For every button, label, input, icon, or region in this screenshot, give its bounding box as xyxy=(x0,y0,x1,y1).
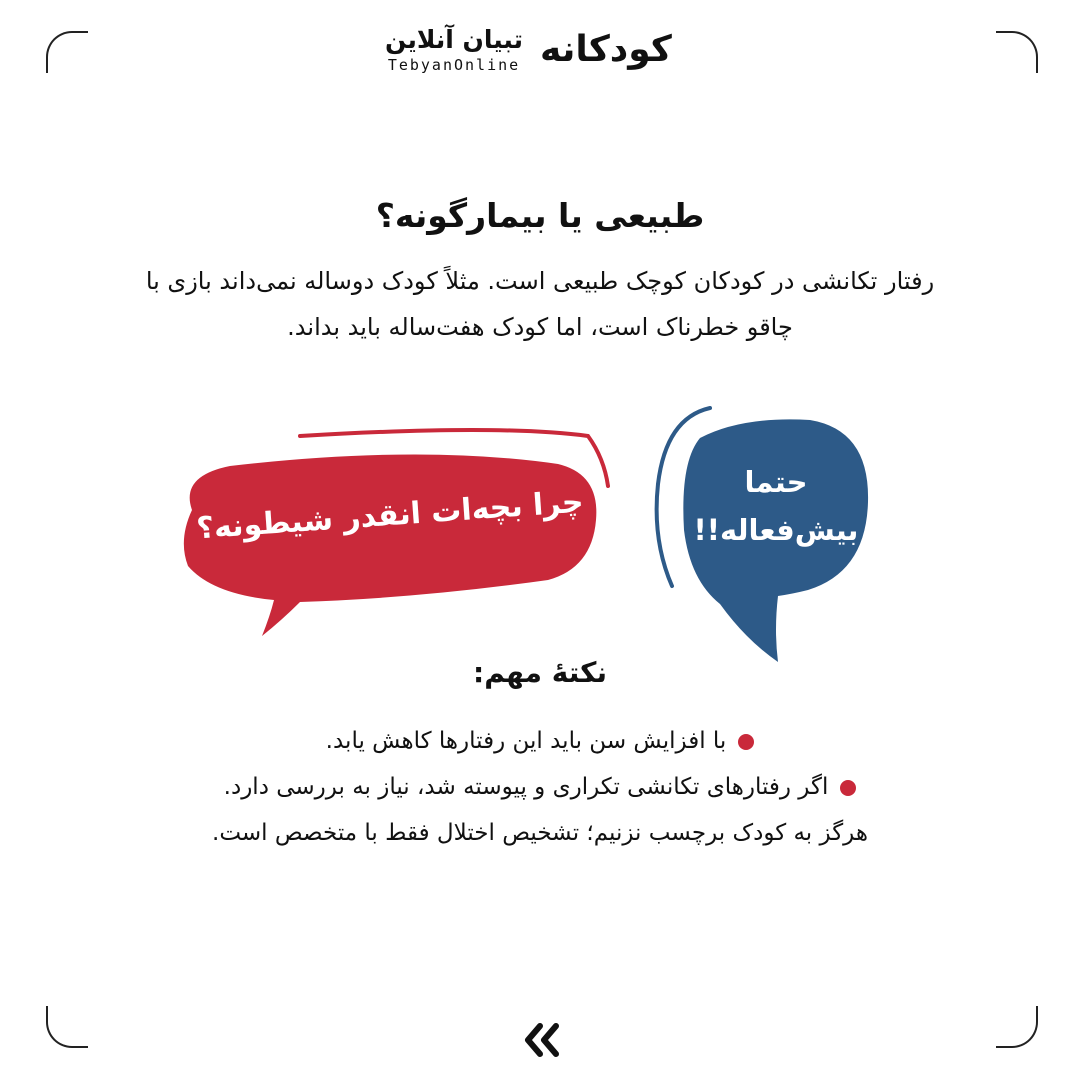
blue-bubble-line-2: بیش‌فعاله!! xyxy=(693,513,859,547)
tebyan-logo xyxy=(380,24,528,74)
list-item xyxy=(100,764,980,810)
page-title: طبیعی یا بیمارگونه؟ xyxy=(375,196,705,235)
header-logos xyxy=(380,22,710,82)
note-title: نکتهٔ مهم: xyxy=(473,656,607,689)
tebyan-logo-fa: تبیان آنلاین xyxy=(384,25,524,54)
note-list xyxy=(100,718,980,856)
list-item-text: اگر رفتارهای تکانشی تکراری و پیوسته شد، نیاز به بررسی دارد. xyxy=(223,774,829,800)
frame-corner-bottom-right xyxy=(996,1006,1038,1048)
tebyan-logo-en: TebyanOnline xyxy=(387,56,521,74)
frame-corner-top-left xyxy=(46,31,88,73)
frame-corner-top-right xyxy=(996,31,1038,73)
blue-bubble-line-1: حتما xyxy=(744,465,808,499)
speech-bubbles xyxy=(0,390,1080,680)
koodakaneh-logo: کودکانه xyxy=(540,29,672,70)
closing-line: هرگز به کودک برچسب نزنیم؛ تشخیص اختلال فقط با متخصص است. xyxy=(212,820,868,846)
red-speech-bubble-shape xyxy=(184,454,597,636)
frame-corner-bottom-left xyxy=(46,1006,88,1048)
red-bubble-text: چرا بچه‌ات انقدر شیطونه؟ xyxy=(195,484,585,547)
bullet-dot-icon xyxy=(840,780,856,796)
double-chevron-left-icon[interactable] xyxy=(524,1022,564,1058)
blue-bubble-text xyxy=(676,458,876,554)
speech-bubbles-illustration xyxy=(0,390,1080,680)
intro-paragraph: رفتار تکانشی در کودکان کوچک طبیعی است. مثلاً کودک دوساله نمی‌داند بازی با چاقو خطرناک است، اما کودک هفت‌ساله باید بداند. xyxy=(145,267,935,341)
list-item-text: با افزایش سن باید این رفتارها کاهش یابد. xyxy=(325,728,727,754)
list-item xyxy=(100,718,980,764)
bullet-dot-icon xyxy=(738,734,754,750)
